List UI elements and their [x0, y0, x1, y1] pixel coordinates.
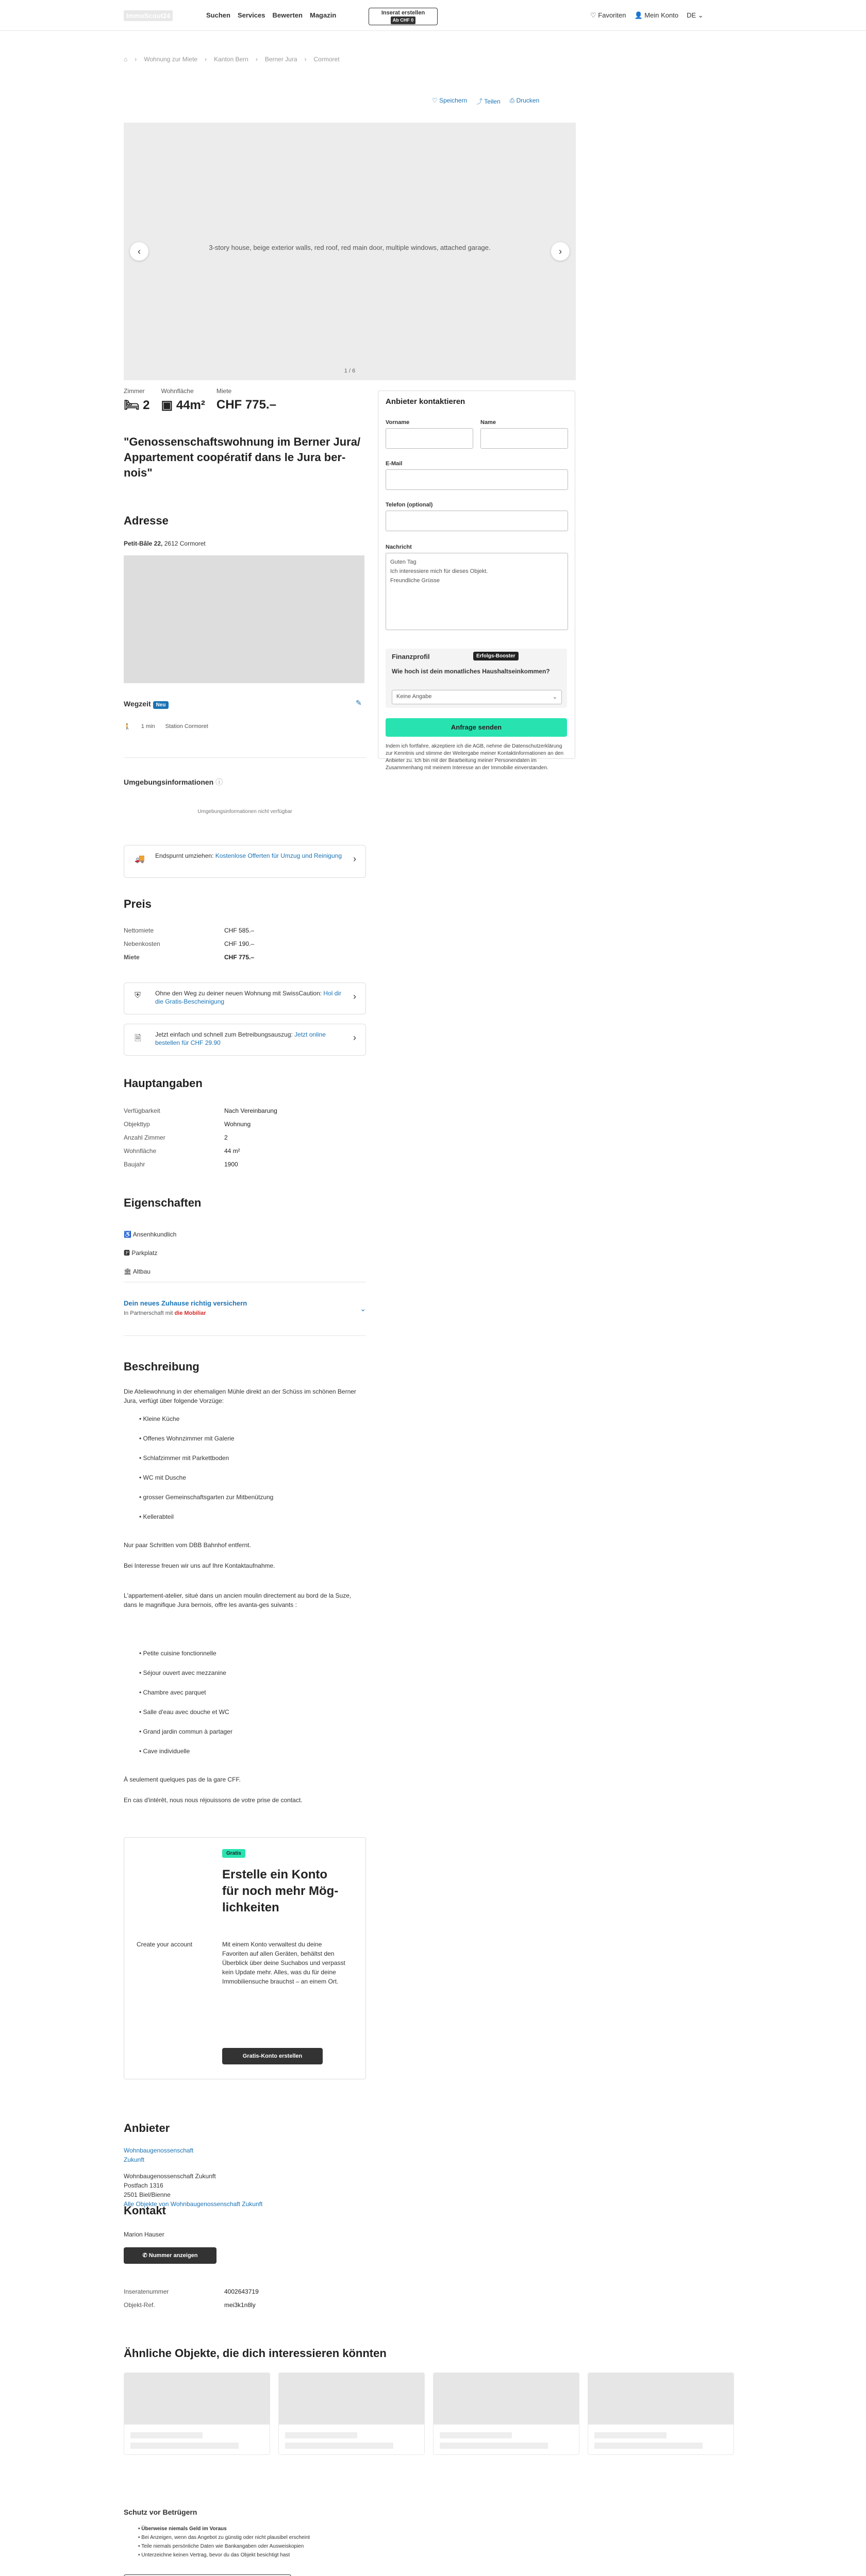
skeleton-line	[440, 2432, 512, 2438]
share-button[interactable]: ⤴ Teilen	[476, 98, 501, 105]
station-name: Station Cormoret	[165, 723, 208, 730]
surroundings-heading	[124, 777, 223, 787]
list-item: • Petite cuisine fonctionnelle	[139, 1650, 216, 1657]
skeleton-line	[285, 2432, 357, 2438]
main-info-row	[124, 1160, 366, 1168]
list-item-text: Séjour ouvert avec mezzanine	[143, 1669, 226, 1676]
email-input[interactable]	[386, 469, 568, 490]
listing-title: "Genossenschaftswohnung im Berner Jura/ Appartement coopératif dans le Jura ber-nois"	[124, 435, 361, 479]
contact-row	[124, 2287, 366, 2296]
truck-icon: 🚚	[135, 855, 145, 863]
walk-icon: 🚶	[124, 724, 131, 730]
list-item: • Teile niemals persönliche Daten wie Bankangaben oder Ausweiskopien	[138, 2544, 304, 2549]
similar-listing-card[interactable]	[124, 2372, 270, 2455]
save-button[interactable]: ♡ Speichern	[432, 97, 468, 104]
breadcrumb	[124, 56, 340, 63]
shield-icon: ⛨	[135, 991, 141, 1000]
feature-item	[124, 1262, 176, 1281]
list-item-text: Kleine Küche	[143, 1415, 180, 1422]
main-info-label: Objekttyp	[124, 1121, 150, 1128]
last-name-input[interactable]	[480, 428, 568, 449]
walk-time: 1 min	[141, 723, 155, 730]
moving-offer-link[interactable]: Kostenlose Offerten für Umzug und Reinigung	[215, 852, 342, 859]
home-icon[interactable]: ⌂	[124, 56, 128, 63]
contact-row	[124, 2301, 366, 2309]
area-fact	[161, 387, 205, 413]
moving-offer-text	[155, 852, 346, 860]
favorites-link[interactable]	[590, 11, 626, 20]
main-info-label: Wohnfläche	[124, 1147, 157, 1155]
price-value: CHF 190.–	[224, 940, 255, 947]
feature-item	[124, 1244, 176, 1262]
listing-actions	[432, 97, 539, 106]
description-paragraph: Nur paar Schritten vom DBB Bahnhof entfernt.	[124, 1541, 251, 1549]
chevron-down-icon: ⌄	[360, 1304, 366, 1313]
nav-services[interactable]: Services	[237, 11, 265, 19]
provider-name[interactable]: Wohnbaugenossenschaft	[124, 2147, 194, 2154]
skeleton-line	[594, 2432, 667, 2438]
main-nav	[206, 11, 336, 19]
list-item: • Cave individuelle	[139, 1748, 190, 1755]
divider	[124, 757, 366, 758]
price-label: Nettomiete	[124, 927, 154, 934]
accessible-icon: ♿	[124, 1231, 133, 1238]
description-paragraph: En cas d'intérêt, nous nous réjouissons de votre prise de contact.	[124, 1797, 303, 1804]
list-item: • Überweise niemals Geld im Voraus	[138, 2526, 227, 2532]
key-facts	[124, 387, 276, 413]
list-item: • WC mit Dusche	[139, 1474, 186, 1481]
register-card	[124, 1837, 366, 2079]
contact-label: Objekt-Ref.	[124, 2301, 155, 2309]
list-item: • Kellerabteil	[139, 1513, 174, 1520]
fraud-list	[138, 2524, 310, 2560]
main-info-row	[124, 1120, 366, 1128]
swisscaution-prefix: Ohne den Weg zu deiner neuen Wohnung mit SwissCaution:	[155, 990, 324, 997]
contact-value: mei3k1n8ly	[224, 2301, 256, 2309]
chevron-right-icon: ›	[559, 246, 562, 257]
route-info	[124, 723, 208, 730]
logo-mark: ImmoScout24	[124, 10, 173, 21]
price-label: Miete	[124, 954, 140, 961]
fraud-heading: Schutz vor Betrügern	[124, 2508, 197, 2516]
provider-address: Wohnbaugenossenschaft Zukunft	[124, 2173, 216, 2180]
price-row	[124, 926, 366, 935]
bed-icon: 🛏	[124, 398, 143, 412]
similar-listing-card[interactable]	[278, 2372, 425, 2455]
account-link[interactable]	[634, 11, 678, 20]
insurance-partner: In Partnerschaft mit	[124, 1310, 173, 1316]
list-item-text: Salle d'eau avec douche et WC	[143, 1708, 229, 1716]
chevron-down-icon: ⌄	[552, 694, 557, 700]
contact-form-title: Anbieter kontaktieren	[386, 397, 465, 406]
main-info-value: Wohnung	[224, 1121, 251, 1128]
chevron-right-icon: ›	[353, 1032, 356, 1043]
description-paragraph: L'appartement-atelier, situé dans un ancien moulin directement au bord de la Suze, dans le magnifique Jura bernois, offre les avanta-ges suivants :	[124, 1592, 352, 1608]
contact-form	[378, 391, 575, 771]
insurance-teaser[interactable]	[124, 1299, 366, 1316]
list-item-text: Überweise niemals Geld im Voraus	[141, 2526, 227, 2532]
list-item: • Offenes Wohnzimmer mit Galerie	[139, 1435, 235, 1442]
list-item-text: Schlafzimmer mit Parkettboden	[143, 1454, 229, 1462]
breadcrumb-item[interactable]: Kanton Bern	[214, 56, 248, 63]
user-icon: 👤	[634, 11, 645, 19]
chevron-right-icon: ›	[353, 854, 356, 864]
main-info-heading: Hauptangaben	[124, 1077, 203, 1090]
contact-label: Inseratenummer	[124, 2288, 169, 2295]
description-list-fr	[139, 1643, 232, 1761]
register-body: Mit einem Konto verwaltest du deine Favoriten auf allen Geräten, behältst den Überblick über deine Suchabos und verpasst kein Update mehr. Alles, was du für deine Immobiliensuche brauchst – an einem Ort.	[222, 1941, 345, 1985]
list-item-text: Bei Anzeigen, wenn das Angebot zu günstig oder nicht plausibel erscheint	[141, 2535, 310, 2540]
debt-extract-link[interactable]: Jetzt online bestellen für CHF 29.90	[155, 1031, 326, 1046]
create-listing-button[interactable]	[369, 8, 438, 25]
list-item: • Bei Anzeigen, wenn das Angebot zu günstig oder nicht plausibel erscheint	[138, 2535, 310, 2540]
first-name-label: Vorname	[386, 419, 410, 426]
building-icon: 🏛	[124, 1268, 133, 1275]
finance-profile-title: Finanzprofil	[392, 653, 430, 660]
feature-item	[124, 1225, 176, 1244]
site-header	[0, 0, 866, 31]
show-number-button[interactable]	[124, 2247, 216, 2264]
moving-offer-prefix: Endspurnt umziehen:	[155, 852, 215, 859]
first-name-input[interactable]	[386, 428, 473, 449]
show-number-label: Nummer anzeigen	[148, 2252, 198, 2259]
address-heading: Adresse	[124, 514, 169, 527]
list-item-text: Cave individuelle	[143, 1748, 190, 1755]
area-value: 44m²	[176, 398, 205, 412]
price-label: Nebenkosten	[124, 940, 160, 947]
message-label: Nachricht	[386, 544, 412, 550]
debt-extract-card[interactable]	[124, 1024, 366, 1056]
register-title: Erstelle ein Konto für noch mehr Mög-lichkeiten	[222, 1868, 339, 1914]
rooms-fact	[124, 387, 150, 413]
main-info-label: Anzahl Zimmer	[124, 1134, 165, 1141]
heart-icon: ♡	[590, 11, 598, 19]
swisscaution-link[interactable]: Hol dir die Gratis-Bescheinigung	[155, 990, 342, 1005]
free-badge: Gratis	[222, 1849, 245, 1858]
description-paragraph: Bei Interesse freuen wir uns auf Ihre Kontaktaufnahme.	[124, 1562, 275, 1569]
account-label: Mein Konto	[644, 11, 679, 19]
print-label: Drucken	[516, 97, 540, 104]
address-line	[124, 540, 206, 547]
email-label: E-Mail	[386, 461, 403, 467]
list-item: • Séjour ouvert avec mezzanine	[139, 1669, 226, 1676]
form-legal-note: Indem ich fortfahre, akzeptiere ich die AGB, nehme die Datenschutzerklärung zur Kenntnis und stimme der Weitergabe meiner Kontaktinformationen an den Anbieter zu. Ich bin mit der Bearbeitung meiner Personendaten im Zusammenhang mit meinem Interesse an der Immobilie einverstanden.	[386, 743, 564, 771]
list-item-text: Petite cuisine fonctionnelle	[143, 1650, 216, 1657]
income-select-value: Keine Angabe	[396, 693, 432, 700]
map[interactable]	[124, 555, 364, 683]
address-street: Petit-Bâle 22,	[124, 540, 163, 547]
print-button[interactable]: ⎙ Drucken	[509, 97, 540, 104]
skeleton-line	[130, 2443, 239, 2449]
provider-all-listings-link[interactable]: Alle Objekte von Wohnbaugenossenschaft Zukunft	[124, 2200, 263, 2208]
chevron-right-icon: ›	[353, 991, 356, 1002]
new-badge: Neu	[153, 701, 169, 709]
price-value: CHF 775.–	[224, 954, 255, 961]
breadcrumb-sep: ›	[205, 56, 207, 63]
rooms-label: Zimmer	[124, 387, 145, 395]
breadcrumb-item[interactable]: Wohnung zur Miete	[144, 56, 198, 63]
list-item: • Schlafzimmer mit Parkettboden	[139, 1454, 229, 1462]
breadcrumb-sep: ›	[135, 56, 137, 63]
image-gallery[interactable]	[124, 123, 576, 380]
main-info-label: Verfügbarkeit	[124, 1107, 160, 1114]
main-info-value: 44 m²	[224, 1147, 240, 1155]
last-name-label: Name	[480, 419, 496, 426]
price-row	[124, 953, 366, 961]
debt-extract-prefix: Jetzt einfach und schnell zum Betreibungsauszug:	[155, 1031, 295, 1038]
rent-label: Miete	[216, 387, 232, 395]
features-heading: Eigenschaften	[124, 1196, 202, 1209]
list-item-text: Teile niemals persönliche Daten wie Bankangaben oder Ausweiskopien	[141, 2544, 304, 2549]
listing-image-placeholder	[588, 2373, 734, 2425]
nav-valuate[interactable]: Bewerten	[272, 11, 303, 19]
finance-profile	[386, 649, 567, 708]
description-paragraph: Die Ateliewohnung in der ehemaligen Mühle direkt an der Schüss im schönen Berner Jura, verfügt über folgende Vorzüge:	[124, 1388, 356, 1404]
edit-icon[interactable]: ✎	[356, 699, 362, 707]
language-select[interactable]: DE ⌄	[687, 11, 704, 19]
message-textarea[interactable]: Guten Tag Ich interessiere mich für dieses Objekt. Freundliche Grüsse	[386, 553, 568, 630]
success-booster-badge: Erfolgs-Booster	[473, 652, 519, 660]
send-request-button[interactable]: Anfrage senden	[386, 718, 567, 737]
breadcrumb-item[interactable]: Cormoret	[313, 56, 340, 63]
skeleton-line	[130, 2432, 203, 2438]
moving-offer-card[interactable]	[124, 845, 366, 878]
register-side-label: Create your account	[137, 1941, 193, 1948]
gallery-caption: 3-story house, beige exterior walls, red roof, red main door, multiple windows, attached garage.	[209, 244, 491, 251]
contact-person: Marion Hauser	[124, 2231, 164, 2238]
similar-listing-card[interactable]	[588, 2372, 734, 2455]
listing-image-placeholder	[434, 2373, 579, 2425]
chevron-left-icon: ‹	[138, 246, 141, 257]
provider-address: Postfach 1316	[124, 2182, 163, 2189]
list-item: • Kleine Küche	[139, 1415, 180, 1422]
mobiliar-logo: die Mobiliar	[174, 1310, 206, 1316]
logo[interactable]	[124, 9, 173, 22]
similar-listing-card[interactable]	[433, 2372, 579, 2455]
main-info-row	[124, 1147, 366, 1155]
main-info-label: Baujahr	[124, 1161, 145, 1168]
create-account-button[interactable]: Gratis-Konto erstellen	[222, 2048, 323, 2064]
skeleton-line	[285, 2443, 393, 2449]
list-item-text: Kellerabteil	[143, 1513, 174, 1520]
surroundings-title: Umgebungsinformationen	[124, 778, 214, 786]
save-label: Speichern	[439, 97, 468, 104]
main-info-row	[124, 1133, 366, 1142]
features-list	[124, 1225, 176, 1281]
list-item: • grosser Gemeinschaftsgarten zur Mitbenützung	[139, 1494, 274, 1501]
language-label: DE	[687, 11, 696, 19]
route-label: Wegzeit	[124, 700, 151, 708]
list-item-text: Chambre avec parquet	[143, 1689, 206, 1696]
create-listing-label: Inserat erstellen	[381, 10, 425, 16]
rent-fact	[216, 387, 276, 413]
list-item-text: Offenes Wohnzimmer mit Galerie	[143, 1435, 235, 1442]
list-item: • Chambre avec parquet	[139, 1689, 206, 1696]
info-icon[interactable]: ⓘ	[215, 778, 223, 786]
create-listing-price: Ab CHF 0	[391, 16, 416, 24]
description-heading: Beschreibung	[124, 1360, 199, 1373]
route-title	[124, 700, 169, 708]
list-item: • Unterzeichne keinen Vertrag, bevor du das Objekt besichtigt hast	[138, 2552, 290, 2558]
contact-heading: Kontakt	[124, 2204, 166, 2217]
similar-heading: Ähnliche Objekte, die dich interessieren könnten	[124, 2347, 387, 2360]
gallery-next-button[interactable]	[551, 242, 570, 261]
feature-label: Ansenhkundlich	[132, 1231, 177, 1238]
listing-image-placeholder	[124, 2373, 270, 2425]
phone-icon: ✆	[142, 2252, 149, 2259]
price-row	[124, 940, 366, 948]
list-item: • Grand jardin commun à partager	[139, 1728, 232, 1735]
breadcrumb-item[interactable]: Berner Jura	[264, 56, 297, 63]
nav-magazine[interactable]: Magazin	[310, 11, 337, 19]
feature-label: Parkplatz	[131, 1249, 158, 1257]
breadcrumb-sep: ›	[304, 56, 307, 63]
provider-address: 2501 Biel/Bienne	[124, 2191, 171, 2198]
contact-value: 4002643719	[224, 2288, 259, 2295]
description-list-de	[139, 1409, 273, 1527]
favorites-label: Favoriten	[598, 11, 626, 19]
main-info-value: Nach Vereinbarung	[224, 1107, 277, 1114]
list-item: • Salle d'eau avec douche et WC	[139, 1708, 229, 1716]
skeleton-line	[440, 2443, 548, 2449]
debt-extract-text	[155, 1030, 346, 1047]
list-item-text: Unterzeichne keinen Vertrag, bevor du das Objekt besichtigt hast	[141, 2552, 290, 2558]
area-icon: ▣	[161, 398, 176, 412]
provider-heading: Anbieter	[124, 2122, 170, 2134]
swisscaution-text	[155, 989, 346, 1006]
income-select[interactable]	[392, 690, 562, 704]
breadcrumb-sep: ›	[255, 56, 258, 63]
gallery-counter: 1 / 6	[344, 368, 356, 374]
parking-icon: 🅿	[124, 1249, 132, 1257]
feature-label: Altbau	[132, 1268, 151, 1275]
main-info-value: 1900	[224, 1161, 238, 1168]
rent-value: CHF 775.–	[216, 398, 276, 412]
phone-label: Telefon (optional)	[386, 502, 433, 508]
provider-name[interactable]: Zukunft	[124, 2156, 145, 2163]
area-label: Wohnfläche	[161, 387, 194, 395]
main-info-value: 2	[224, 1134, 228, 1141]
nav-search[interactable]: Suchen	[206, 11, 230, 19]
description-paragraph: À seulement quelques pas de la gare CFF.	[124, 1776, 241, 1783]
listing-image-placeholder	[279, 2373, 424, 2425]
rooms-value: 2	[143, 398, 150, 412]
price-value: CHF 585.–	[224, 927, 255, 934]
document-icon: 🗎	[135, 1034, 141, 1043]
phone-input[interactable]	[386, 511, 568, 531]
address-city: 2612 Cormoret	[164, 540, 206, 547]
main-info-row	[124, 1107, 366, 1115]
swisscaution-card[interactable]	[124, 982, 366, 1014]
insurance-title: Dein neues Zuhause richtig versichern	[124, 1299, 247, 1307]
divider	[124, 1335, 366, 1336]
skeleton-line	[594, 2443, 703, 2449]
surroundings-note: Umgebungsinformationen nicht verfügbar	[197, 809, 292, 815]
income-question: Wie hoch ist dein monatliches Haushaltseinkommen?	[392, 668, 550, 675]
gallery-prev-button[interactable]	[130, 242, 148, 261]
list-item-text: grosser Gemeinschaftsgarten zur Mitbenützung	[143, 1494, 274, 1501]
list-item-text: WC mit Dusche	[143, 1474, 186, 1481]
list-item-text: Grand jardin commun à partager	[143, 1728, 232, 1735]
price-heading: Preis	[124, 897, 152, 910]
share-label: Teilen	[484, 98, 501, 105]
provider-block	[124, 2146, 262, 2209]
